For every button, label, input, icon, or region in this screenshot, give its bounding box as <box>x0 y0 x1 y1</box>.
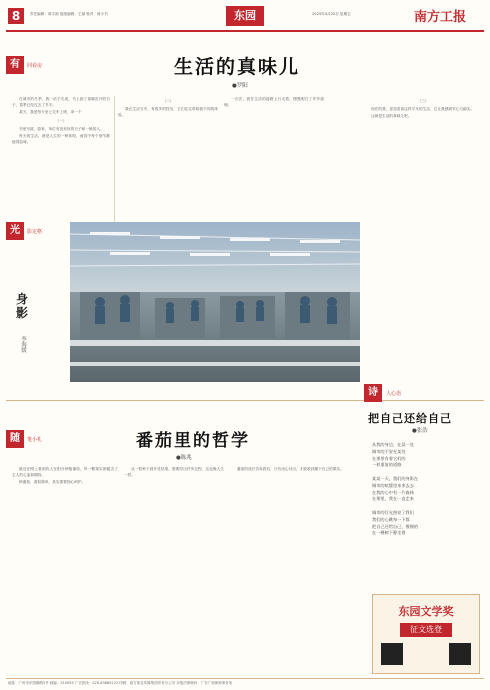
badge-poem-sub: 人心语 <box>386 391 402 397</box>
article1-sec3-p2: 这就是生活的真味儿吧。 <box>371 114 412 119</box>
article1-sec1-p2: 每天的生活，就是人生的一种体现，而其中每个细节都值得品味。 <box>12 134 110 145</box>
poem-line: 我们的心跳每一下都 <box>372 516 410 522</box>
mid-rule <box>6 400 484 401</box>
poem-line: 在一棵树下静坐着 <box>372 530 406 536</box>
poem-line <box>372 503 482 510</box>
poem-line: 把自己还给自己，慢慢的 <box>372 523 419 529</box>
article1-title: 生活的真味儿 <box>174 56 301 78</box>
ad-box <box>372 594 480 674</box>
article1-col1 <box>12 96 110 236</box>
photo-label: 身影 <box>16 292 29 320</box>
article1-col4 <box>364 96 482 306</box>
badge-mid-sub: 笔小札 <box>27 437 43 443</box>
article1-intro-1: 在城市的冬季，我一站子走成，马上到了春暖花开的日子，春季已经过去了多半。 <box>12 97 110 108</box>
page-number: 8 <box>8 8 24 24</box>
badge-mid-char: 随 <box>6 430 24 448</box>
header-rule <box>6 30 484 32</box>
article2-col1 <box>12 466 118 666</box>
photo-svg <box>70 222 360 382</box>
poem-line: 城市的喧嚣里来来去去 <box>372 482 414 488</box>
article1-author: ●罗阳 <box>232 83 248 89</box>
article2-author: ●陈兆 <box>176 455 192 461</box>
badge-photo-sub: 影定格 <box>27 229 43 235</box>
footer-rule <box>6 678 484 679</box>
ad-title: 东园文学奖 <box>398 605 454 618</box>
qr-code-right <box>449 643 471 665</box>
article2-p2: 种番茄，看似简单，其实需要细心呵护。 <box>19 480 86 485</box>
badge-top <box>6 56 24 74</box>
badge-top-sub: 同看房 <box>27 63 43 69</box>
badge-top-char: 有 <box>6 56 24 74</box>
article1-sec2-p1: 我在生活当中，有很多的经历，它们往往带给我不同的体验。 <box>118 107 218 118</box>
article1-sec1-p1: 书里写道，原来，单位有没有好的日子和一般的人。 <box>19 126 104 131</box>
article2-p1: 最近在网上看到有人在阳台种植番茄，每一颗果实都蕴含了主人的心血和期待。 <box>12 467 118 478</box>
article1-col3 <box>224 96 324 160</box>
article2-p4: 番茄的成长告诉我们，只有用心付出，才能收获属于自己的果实。 <box>237 467 344 471</box>
poem-line: 从我的身边，在某一处 <box>372 442 414 447</box>
footer-text: 地址：广州市东园横路5号 邮编：510055 广告热线：020-83885222 印刷：南方报业传媒集团印务分公司 本报法律顾问：广东广和律师事务所 <box>8 681 233 685</box>
photo-image <box>70 222 360 382</box>
article2-col2 <box>124 466 224 666</box>
article2-p3: 从一粒种子到开花结果，需要经历许多过程，这也像人生一样。 <box>124 467 224 478</box>
poem-line: 城市的不安在某处 <box>372 448 406 454</box>
poem-body <box>372 442 482 582</box>
brand-logo <box>414 6 466 25</box>
article2-col3 <box>230 466 350 666</box>
badge-mid <box>6 430 24 448</box>
photo-author: 李海媛 <box>20 336 26 353</box>
poem-title: 把自己还给自己 <box>368 412 452 425</box>
badge-poem-char: 诗 <box>364 384 382 402</box>
poem-line: 城市的灯光照亮了我们 <box>372 509 414 515</box>
ad-subtitle: 征文选登 <box>400 623 452 637</box>
article2-title: 番茄里的哲学 <box>136 431 250 451</box>
date-line: 2025年4月25日 星期五 <box>312 12 351 16</box>
poem-line <box>372 469 482 476</box>
poem-line: 在那里有着它们的 <box>372 455 406 461</box>
article1-sec2-label: （二） <box>162 99 174 103</box>
article1-sec2-p2: 一次次，我在生活的道路上行走着，慢慢明白了许多道理。 <box>224 97 324 108</box>
poem-line: 一样重复的道路 <box>372 462 402 468</box>
article1-intro-2: 某天，我爱每天坐公交车上班，拿一个 <box>19 110 82 115</box>
article1-sec1-label: （一） <box>55 118 67 123</box>
badge-poem <box>364 384 382 402</box>
section-tab: 东园 <box>226 6 264 26</box>
badge-photo-char: 光 <box>6 222 24 240</box>
article1-col2 <box>118 96 218 160</box>
article1-sec3-p1: 现在的我，更加喜欢这样平凡的生活，它让我感到安心与踏实。 <box>371 107 475 112</box>
qr-code-left <box>381 643 403 665</box>
editor-line: 责任编辑：蒋宇源 组版编辑：王斌 校对：蒋小书 <box>30 12 108 16</box>
badge-photo <box>6 222 24 240</box>
brand-text: 南方工报 <box>414 10 467 25</box>
poem-line: 在那里，我在一直走来 <box>372 496 414 502</box>
col-divider <box>114 96 115 236</box>
poem-author: ●张浩 <box>412 428 428 434</box>
poem-line: 某某一天，我们的身影在 <box>372 475 419 481</box>
poem-line: 在我的心中有一片森林 <box>372 489 414 495</box>
article1-sec3-label: （三） <box>417 99 429 103</box>
